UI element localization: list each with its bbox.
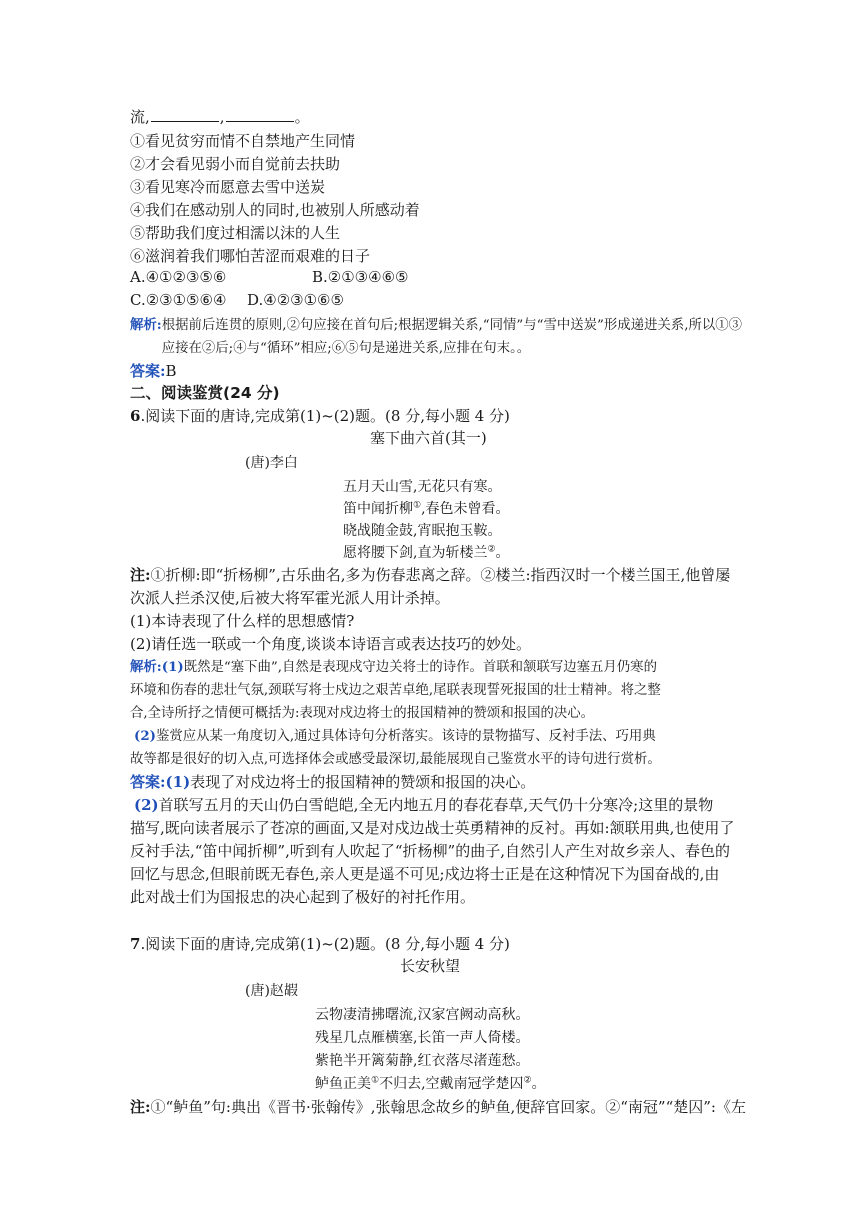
q5-choice-a: A.④①②③⑤⑥ (130, 268, 227, 286)
q5-analysis-line-1 (130, 314, 752, 360)
q5-option-5: ⑤帮助我们度过相濡以沫的人生 (130, 224, 341, 242)
q5-option-1: ①看见贫穷而情不自禁地产生同情 (130, 132, 356, 150)
q6-poem-line-2: 笛中闻折柳①,春色未曾看。 (343, 500, 510, 517)
q7-note-line-1: 注:①“鲈鱼”句:典出《晋书·张翰传》,张翰思念故乡的鲈鱼,便辞官回家。②“南冠”“楚囚”:《左 (130, 1098, 746, 1116)
q6-answer-line-1: 答案:(1)表现了对戍边将士的报国精神的赞颂和报国的决心。 (130, 773, 536, 791)
section-title: 二、阅读鉴赏(24 分) (130, 384, 280, 402)
q7-poem-line-1: 云物凄清拂曙流,汉家宫阙动高秋。 (315, 1007, 530, 1023)
q7-poem-author: (唐)赵嘏 (245, 983, 298, 999)
q6-poem-title: 塞下曲六首(其一) (370, 429, 487, 447)
q6-note-line-2: 次派人拦杀汉使,后被大将军霍光派人用计杀掉。 (130, 589, 450, 607)
q5-choice-d: D.④②③①⑥⑤ (247, 291, 344, 309)
q6-answer-line-5: 回忆与思念,但眼前既无春色,亲人更是遥不可见;戍边将士正是在这种情况下为国奋战的,由 (130, 865, 720, 883)
q7-poem-line-4: 鲈鱼正美①不归去,空戴南冠学楚囚②。 (315, 1075, 546, 1092)
q5-choice-b: B.②①③④⑥⑤ (312, 268, 409, 286)
q5-option-2: ②才会看见弱小而自觉前去扶助 (130, 155, 341, 173)
q5-option-4: ④我们在感动别人的同时,也被别人所感动着 (130, 201, 420, 219)
q7-prompt: 7.阅读下面的唐诗,完成第(1)~(2)题。(8 分,每小题 4 分) (130, 935, 510, 953)
q6-answer-line-3: 描写,既向读者展示了苍凉的画面,又是对戍边战士英勇精神的反衬。再如:颔联用典,也使用了 (130, 819, 735, 837)
q6-answer-line-6: 此对战士们为国报忠的决心起到了极好的衬托作用。 (130, 888, 476, 906)
q5-choice-c: C.②③①⑤⑥④ (130, 291, 227, 309)
q5-analysis-text: 根据前后连贯的原则,②句应接在首句后;根据逻辑关系,“同情”与“雪中送炭”形成递进关系,所以①③应接在②后;④与“循环”相应;⑥⑤句是递进关系,应排在句末。。 (161, 318, 743, 356)
q6-analysis-line-1: 解析:(1)既然是“塞下曲”,自然是表现戍守边关将士的诗作。首联和颔联写边塞五月仍寒的 (130, 659, 657, 675)
q6-note-line-1: 注:①折柳:即“折杨柳”,古乐曲名,多为伤春悲离之辞。②楼兰:指西汉时一个楼兰国王,他曾屡 (130, 566, 731, 584)
q6-analysis-line-3: 合,全诗所抒之情便可概括为:表现对戍边将士的报国精神的赞颂和报国的决心。 (130, 706, 595, 721)
q7-poem-line-2: 残星几点雁横塞,长笛一声人倚楼。 (315, 1030, 530, 1046)
q6-poem-line-1: 五月天山雪,无花只有寒。 (343, 479, 502, 495)
q6-poem-line-4: 愿将腰下剑,直为斩楼兰②。 (343, 544, 510, 561)
q5-answer: 答案:B (130, 362, 177, 380)
q6-sub-question-2: (2)请任选一联或一个角度,谈谈本诗语言或表达技巧的妙处。 (130, 635, 532, 653)
q6-sub-question-1: (1)本诗表现了什么样的思想感情? (130, 612, 355, 630)
q7-poem-title: 长安秋望 (400, 957, 461, 975)
q6-analysis-line-2: 环境和伤春的悲壮气氛,颈联写将士戍边之艰苦卓绝,尾联表现誓死报国的壮士精神。将之整 (130, 683, 661, 698)
q6-prompt: 6.阅读下面的唐诗,完成第(1)~(2)题。(8 分,每小题 4 分) (130, 407, 510, 425)
analysis-label: 解析: (130, 317, 162, 333)
answer-label: 答案: (130, 362, 166, 380)
answer-blank-2[interactable] (226, 109, 294, 122)
q6-analysis-line-5: 故等都是很好的切入点,可选择体会或感受最深切,最能展现自己鉴赏水平的诗句进行赏析。 (130, 752, 661, 767)
q5-option-6: ⑥滋润着我们哪怕苦涩而艰难的日子 (130, 247, 371, 265)
q6-answer-line-2: (2)首联写五月的天山仍白雪皑皑,全无内地五月的春花春草,天气仍十分寒冷;这里的景物 (134, 796, 714, 814)
q5-lead-line: 流, , 。 (130, 108, 310, 126)
answer-blank-1[interactable] (151, 109, 219, 122)
q6-poem-line-3: 晓战随金鼓,宵眠抱玉鞍。 (343, 523, 502, 539)
q6-answer-line-4: 反衬手法,“笛中闻折柳”,听到有人吹起了“折杨柳”的曲子,自然引人产生对故乡亲人、春色的 (130, 842, 730, 860)
q6-analysis-line-4: (2)鉴赏应从某一角度切入,通过具体诗句分析落实。该诗的景物描写、反衬手法、巧用典 (134, 728, 656, 744)
q7-poem-line-3: 紫艳半开篱菊静,红衣落尽渚莲愁。 (315, 1053, 530, 1069)
q6-poem-author: (唐)李白 (245, 455, 298, 471)
q5-option-3: ③看见寒冷而愿意去雪中送炭 (130, 178, 326, 196)
